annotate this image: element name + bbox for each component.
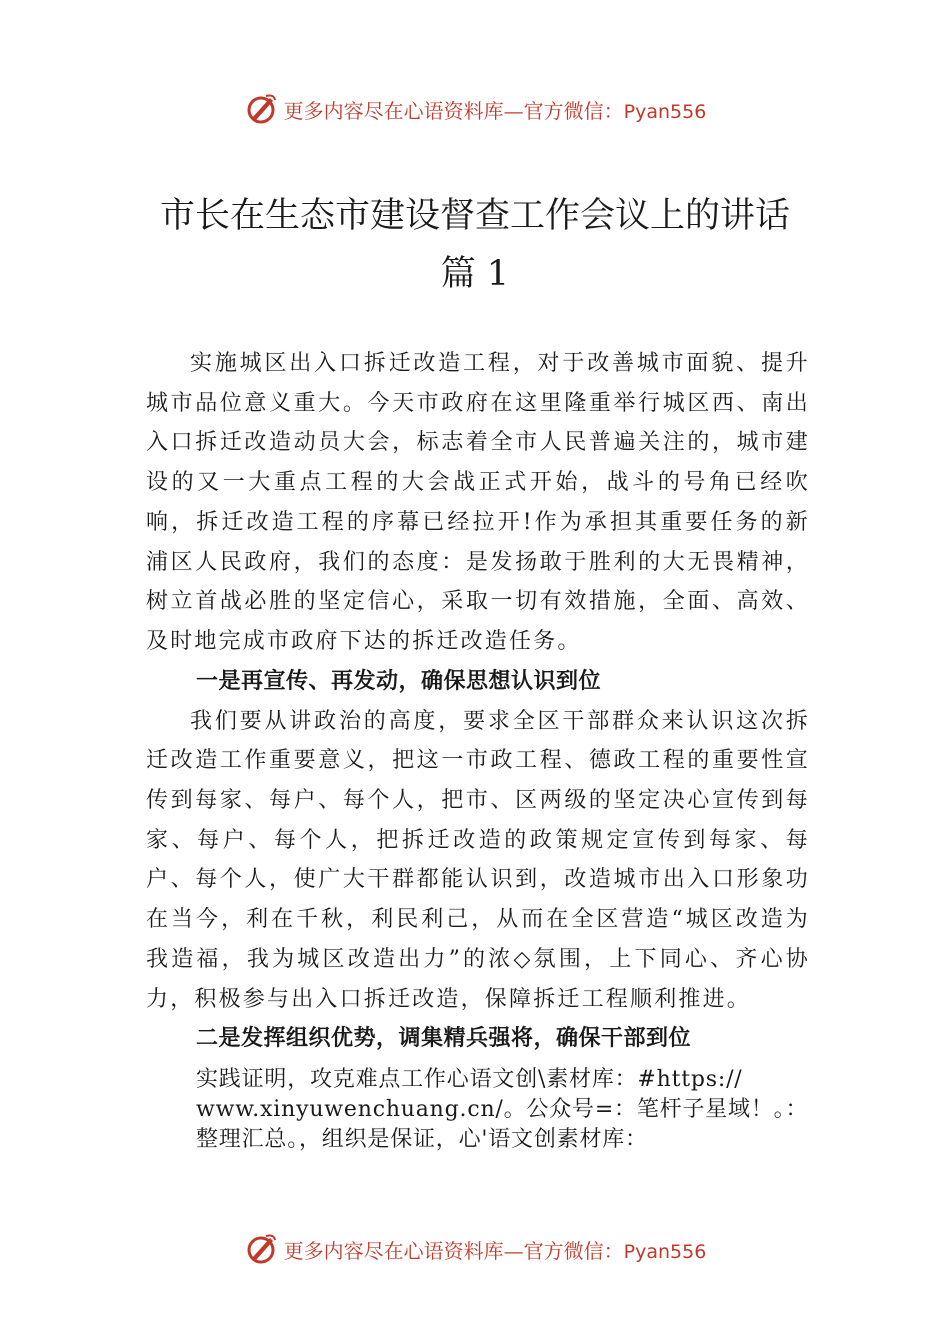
quill-logo-icon: [244, 1232, 278, 1266]
header-watermark-text: 更多内容尽在心语资料库—官方微信：: [283, 98, 624, 123]
footer-wechat-id: Pyan556: [623, 1240, 707, 1263]
page-title: 市长在生态市建设督查工作会议上的讲话: [159, 196, 790, 236]
header-wechat-id: Pyan556: [623, 100, 707, 123]
footer-watermark-text: 更多内容尽在心语资料库—官方微信：: [283, 1238, 624, 1263]
section-heading-1: 一是再宣传、再发动，确保思想认识到位: [196, 668, 602, 694]
page-title-part: 篇 1: [440, 254, 510, 294]
paragraph-publicity: 我们要从讲政治的高度，要求全区干部群众来认识这次拆迁改造工作重要意义，把这一市政工程、德政工程的重要性宣传到每家、每户、每个人，把市、区两级的坚定决心宣传到每家、每户、每个人，把拆迁改造的政策规定宣传到每家、每户、每个人，使广大干群都能认识到，改造城市出入口形象功在当今，利在千秋，利民利己，从而在全区营造“城区改造为我造福，我为城区改造出力”的浓◇氛围，上下同心、齐心协力，积极参与出入口拆迁改造，保障拆迁工程顺利推进。: [146, 708, 810, 1012]
paragraph-practice-line-3: 整理汇总。，组织是保证，心'语文创素材库：: [196, 1127, 648, 1153]
document-body: [146, 344, 810, 1155]
quill-logo-icon: [244, 92, 278, 126]
footer-watermark: [0, 1232, 950, 1266]
paragraph-practice-line-2: www.xinyuwenchuang.cn/。公众号=：笔杆子星域！。：: [196, 1097, 809, 1123]
paragraph-intro: 实施城区出入口拆迁改造工程，对于改善城市面貌、提升城市品位意义重大。今天市政府在这里隆重举行城区西、南出入口拆迁改造动员大会，标志着全市人民普遍关注的，城市建设的又一大重点工程的大会战正式开始，战斗的号角已经吹响，拆迁改造工程的序幕已经拉开!作为承担其重要任务的新浦区人民政府，我们的态度：是发扬敢于胜利的大无畏精神，树立首战必胜的坚定信心，采取一切有效措施，全面、高效、及时地完成市政府下达的拆迁改造任务。: [146, 351, 810, 654]
paragraph-practice: [146, 1065, 810, 1155]
header-watermark: [0, 92, 950, 126]
paragraph-practice-line-1: 实践证明，攻克难点工作心语文创\素材库：#https://: [196, 1067, 743, 1093]
section-heading-2: 二是发挥组织优势，调集精兵强将，确保干部到位: [196, 1026, 692, 1052]
